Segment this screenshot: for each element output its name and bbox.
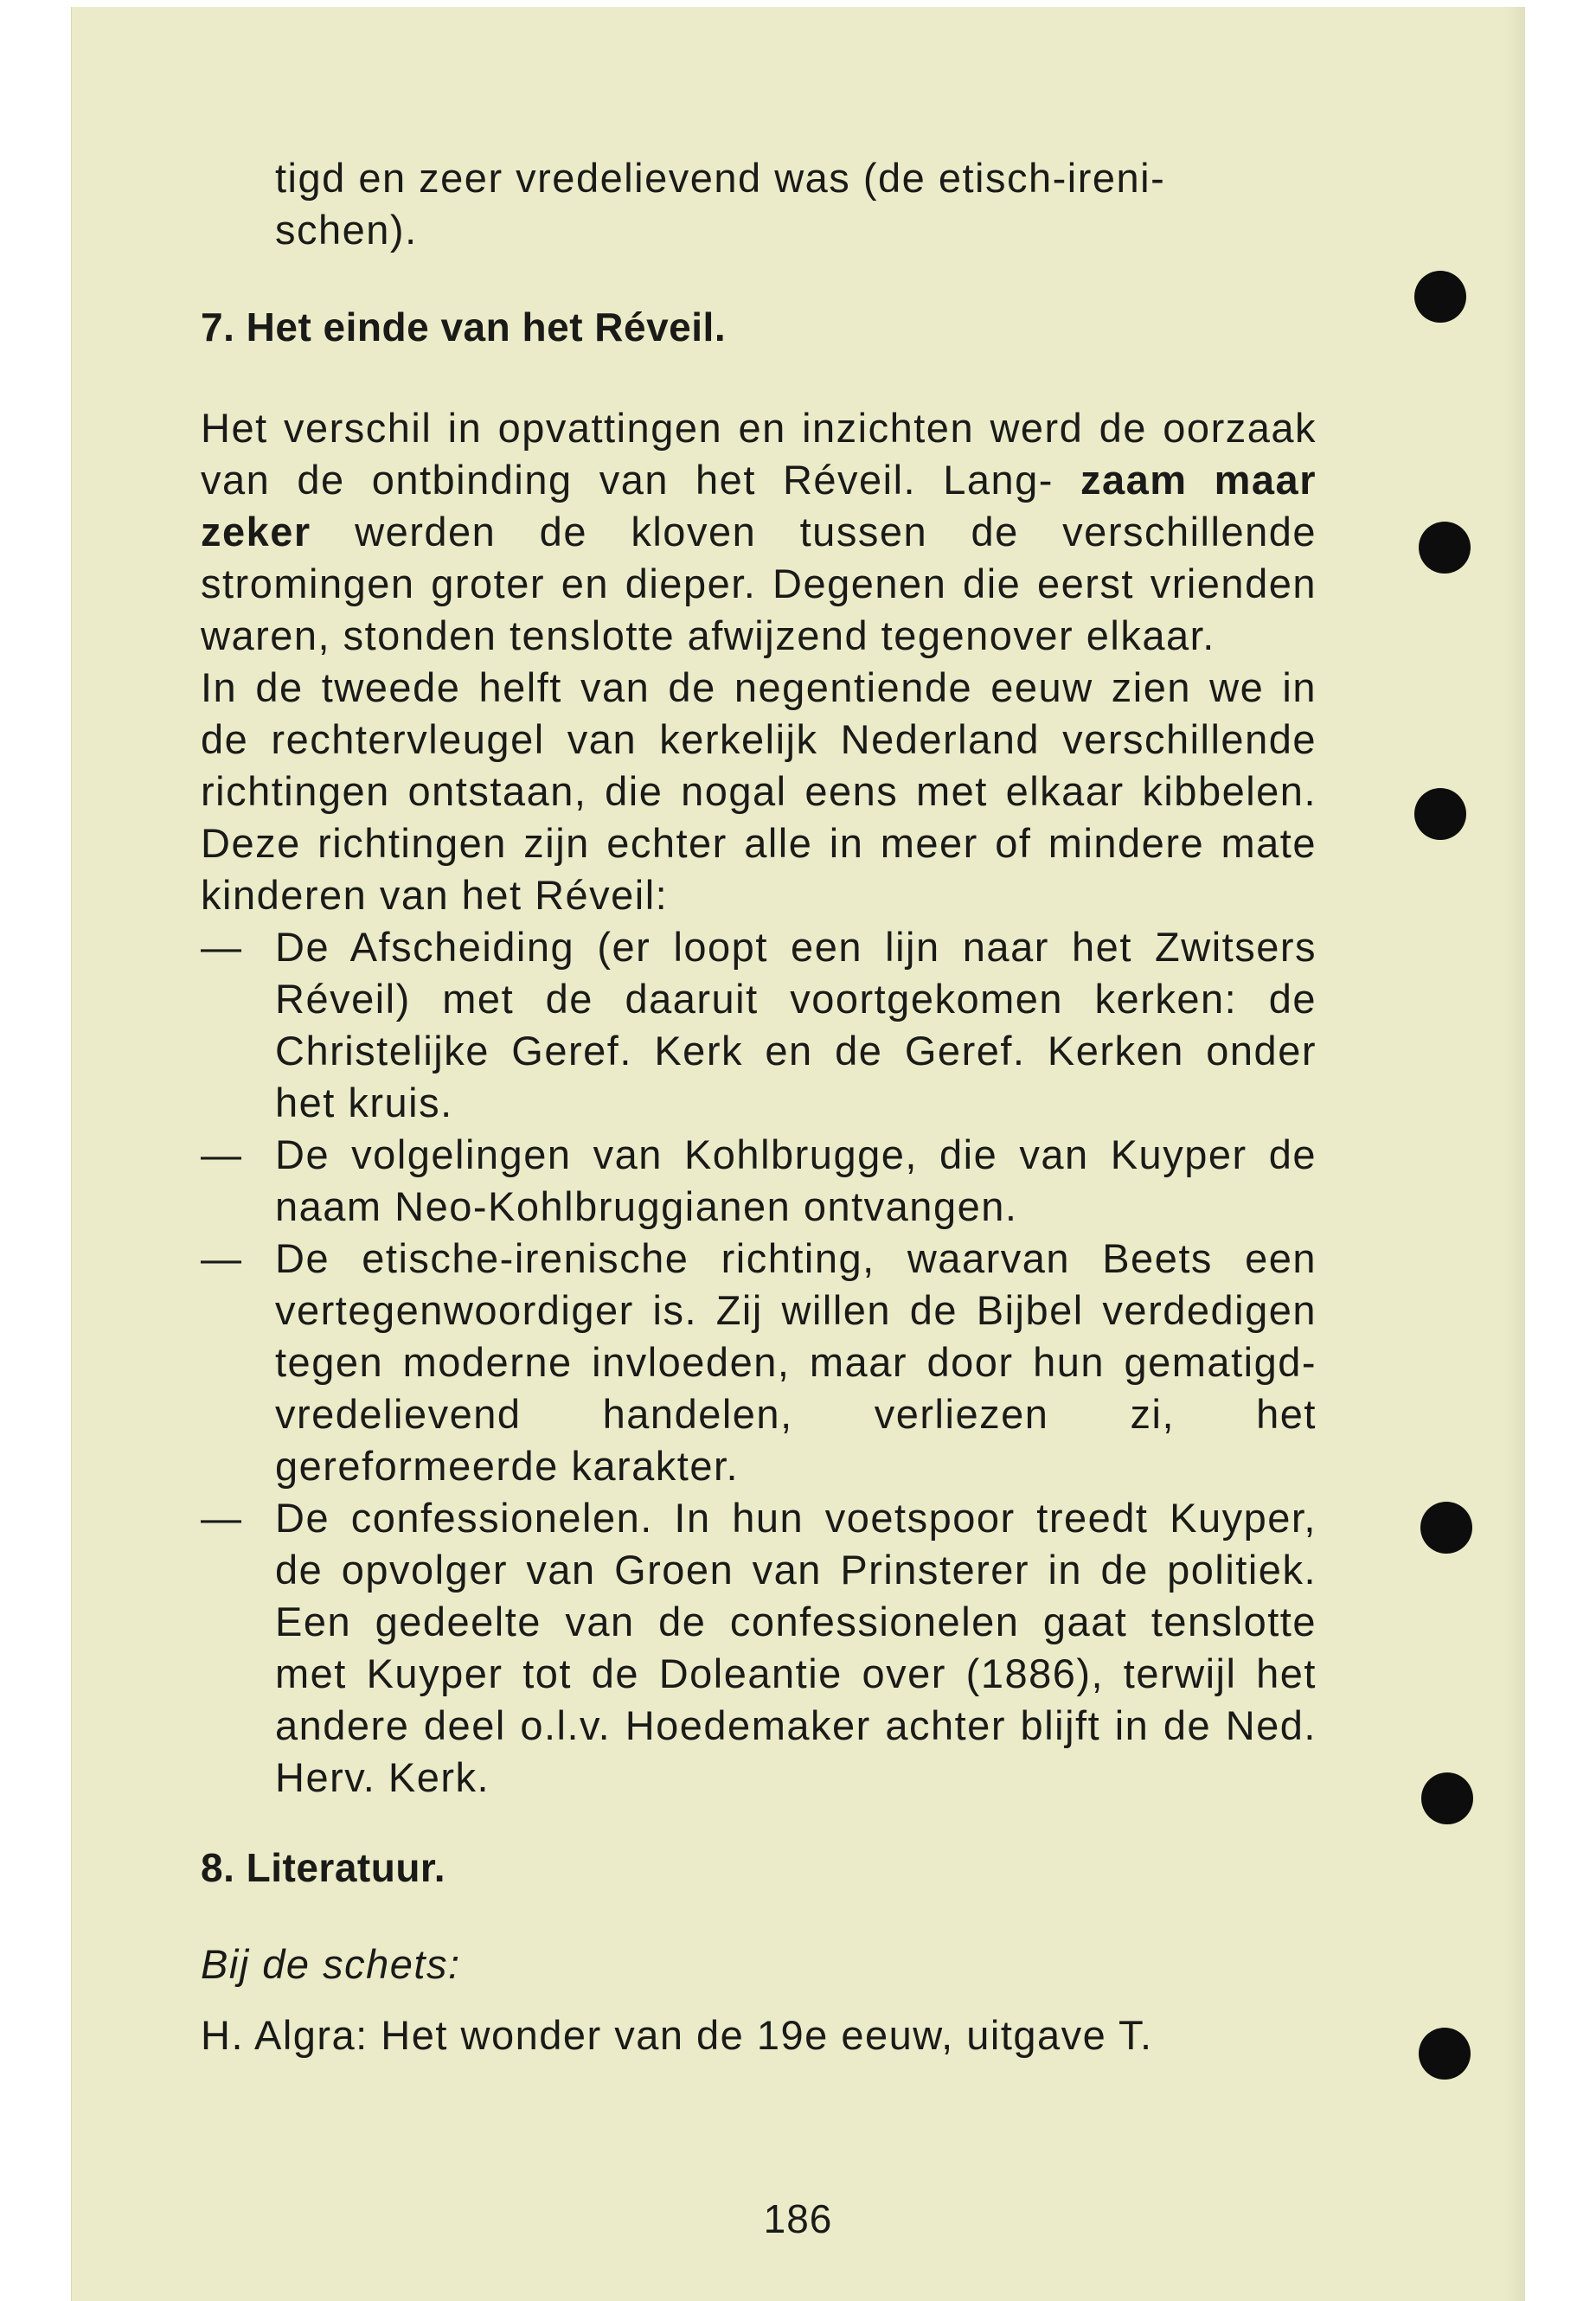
- paragraph-1-bold: zaam maar zeker: [201, 457, 1317, 554]
- list-item: [201, 1233, 1317, 1492]
- dash-marker: —: [201, 1495, 243, 1541]
- section-8-subheading: Bij de schets:: [201, 1941, 461, 1987]
- list-item-text: De etische-irenische richting, waarvan Beets een vertegenwoordiger is. Zij willen de Bijbel verdedigen tegen moderne invloeden, maar door hun gematigd-vredelievend handelen, verliezen zi, het gereformeerde karakter.: [275, 1235, 1317, 1489]
- list-item-text: De Afscheiding (er loopt een lijn naar het Zwitsers Réveil) met de daaruit voortgekomen kerken: de Christelijke Geref. Kerk en de Geref. Kerken onder het kruis.: [275, 924, 1317, 1125]
- page-number: 186: [763, 2196, 833, 2241]
- intro-line-2: [201, 204, 1317, 256]
- binder-hole-6: [1419, 2028, 1471, 2080]
- literature-reference: H. Algra: Het wonder van de 19e eeuw, uitgave T.: [201, 2012, 1153, 2058]
- section-7-paragraph-1: [201, 402, 1317, 662]
- intro-text-1: tigd en zeer vredelievend was (de etisch-ireni-: [275, 155, 1166, 201]
- dash-marker: —: [201, 1235, 243, 1281]
- binder-hole-3: [1414, 788, 1466, 840]
- list-item-text: De volgelingen van Kohlbrugge, die van Kuyper de naam Neo-Kohlbruggianen ontvangen.: [275, 1131, 1317, 1229]
- section-8-heading: 8. Literatuur.: [201, 1845, 446, 1890]
- paragraph-1-lead: Het verschil in opvattingen en inzichten werd de oorzaak van de ontbinding van het Réveil. Lang-: [201, 405, 1317, 503]
- intro-text-2: schen).: [275, 207, 418, 253]
- intro-line-1: [201, 152, 1317, 204]
- binder-hole-5: [1421, 1772, 1473, 1824]
- page-edge-shadow: [1506, 7, 1525, 2301]
- page-text: [201, 145, 1317, 2061]
- binder-hole-1: [1414, 271, 1466, 323]
- list-item: [201, 1492, 1317, 1804]
- list-item-text: De confessionelen. In hun voetspoor treedt Kuyper, de opvolger van Groen van Prinsterer in de politiek. Een gedeelte van de confessionelen gaat tenslotte met Kuyper tot de Doleantie over (1886), terwijl het andere deel o.l.v. Hoedemaker achter blijft in de Ned. Herv. Kerk.: [275, 1495, 1317, 1800]
- binder-hole-4: [1420, 1502, 1472, 1554]
- section-7-heading: 7. Het einde van het Réveil.: [201, 304, 727, 349]
- list-item: [201, 921, 1317, 1129]
- paragraph-1-rest: werden de kloven tussen de verschillende stromingen groter en dieper. Degenen die eerst vrienden waren, stonden tenslotte afwijzend tegenover elkaar.: [201, 509, 1317, 658]
- dash-marker: —: [201, 1131, 243, 1177]
- binder-hole-2: [1419, 522, 1471, 574]
- dash-marker: —: [201, 924, 243, 970]
- section-7-paragraph-2: In de tweede helft van de negentiende eeuw zien we in de rechtervleugel van kerkelijk Nederland verschillende richtingen ontstaan, die nogal eens met elkaar kibbelen. Deze richtingen zijn echter alle in meer of mindere mate kinderen van het Réveil:: [201, 664, 1317, 918]
- list-item: [201, 1129, 1317, 1233]
